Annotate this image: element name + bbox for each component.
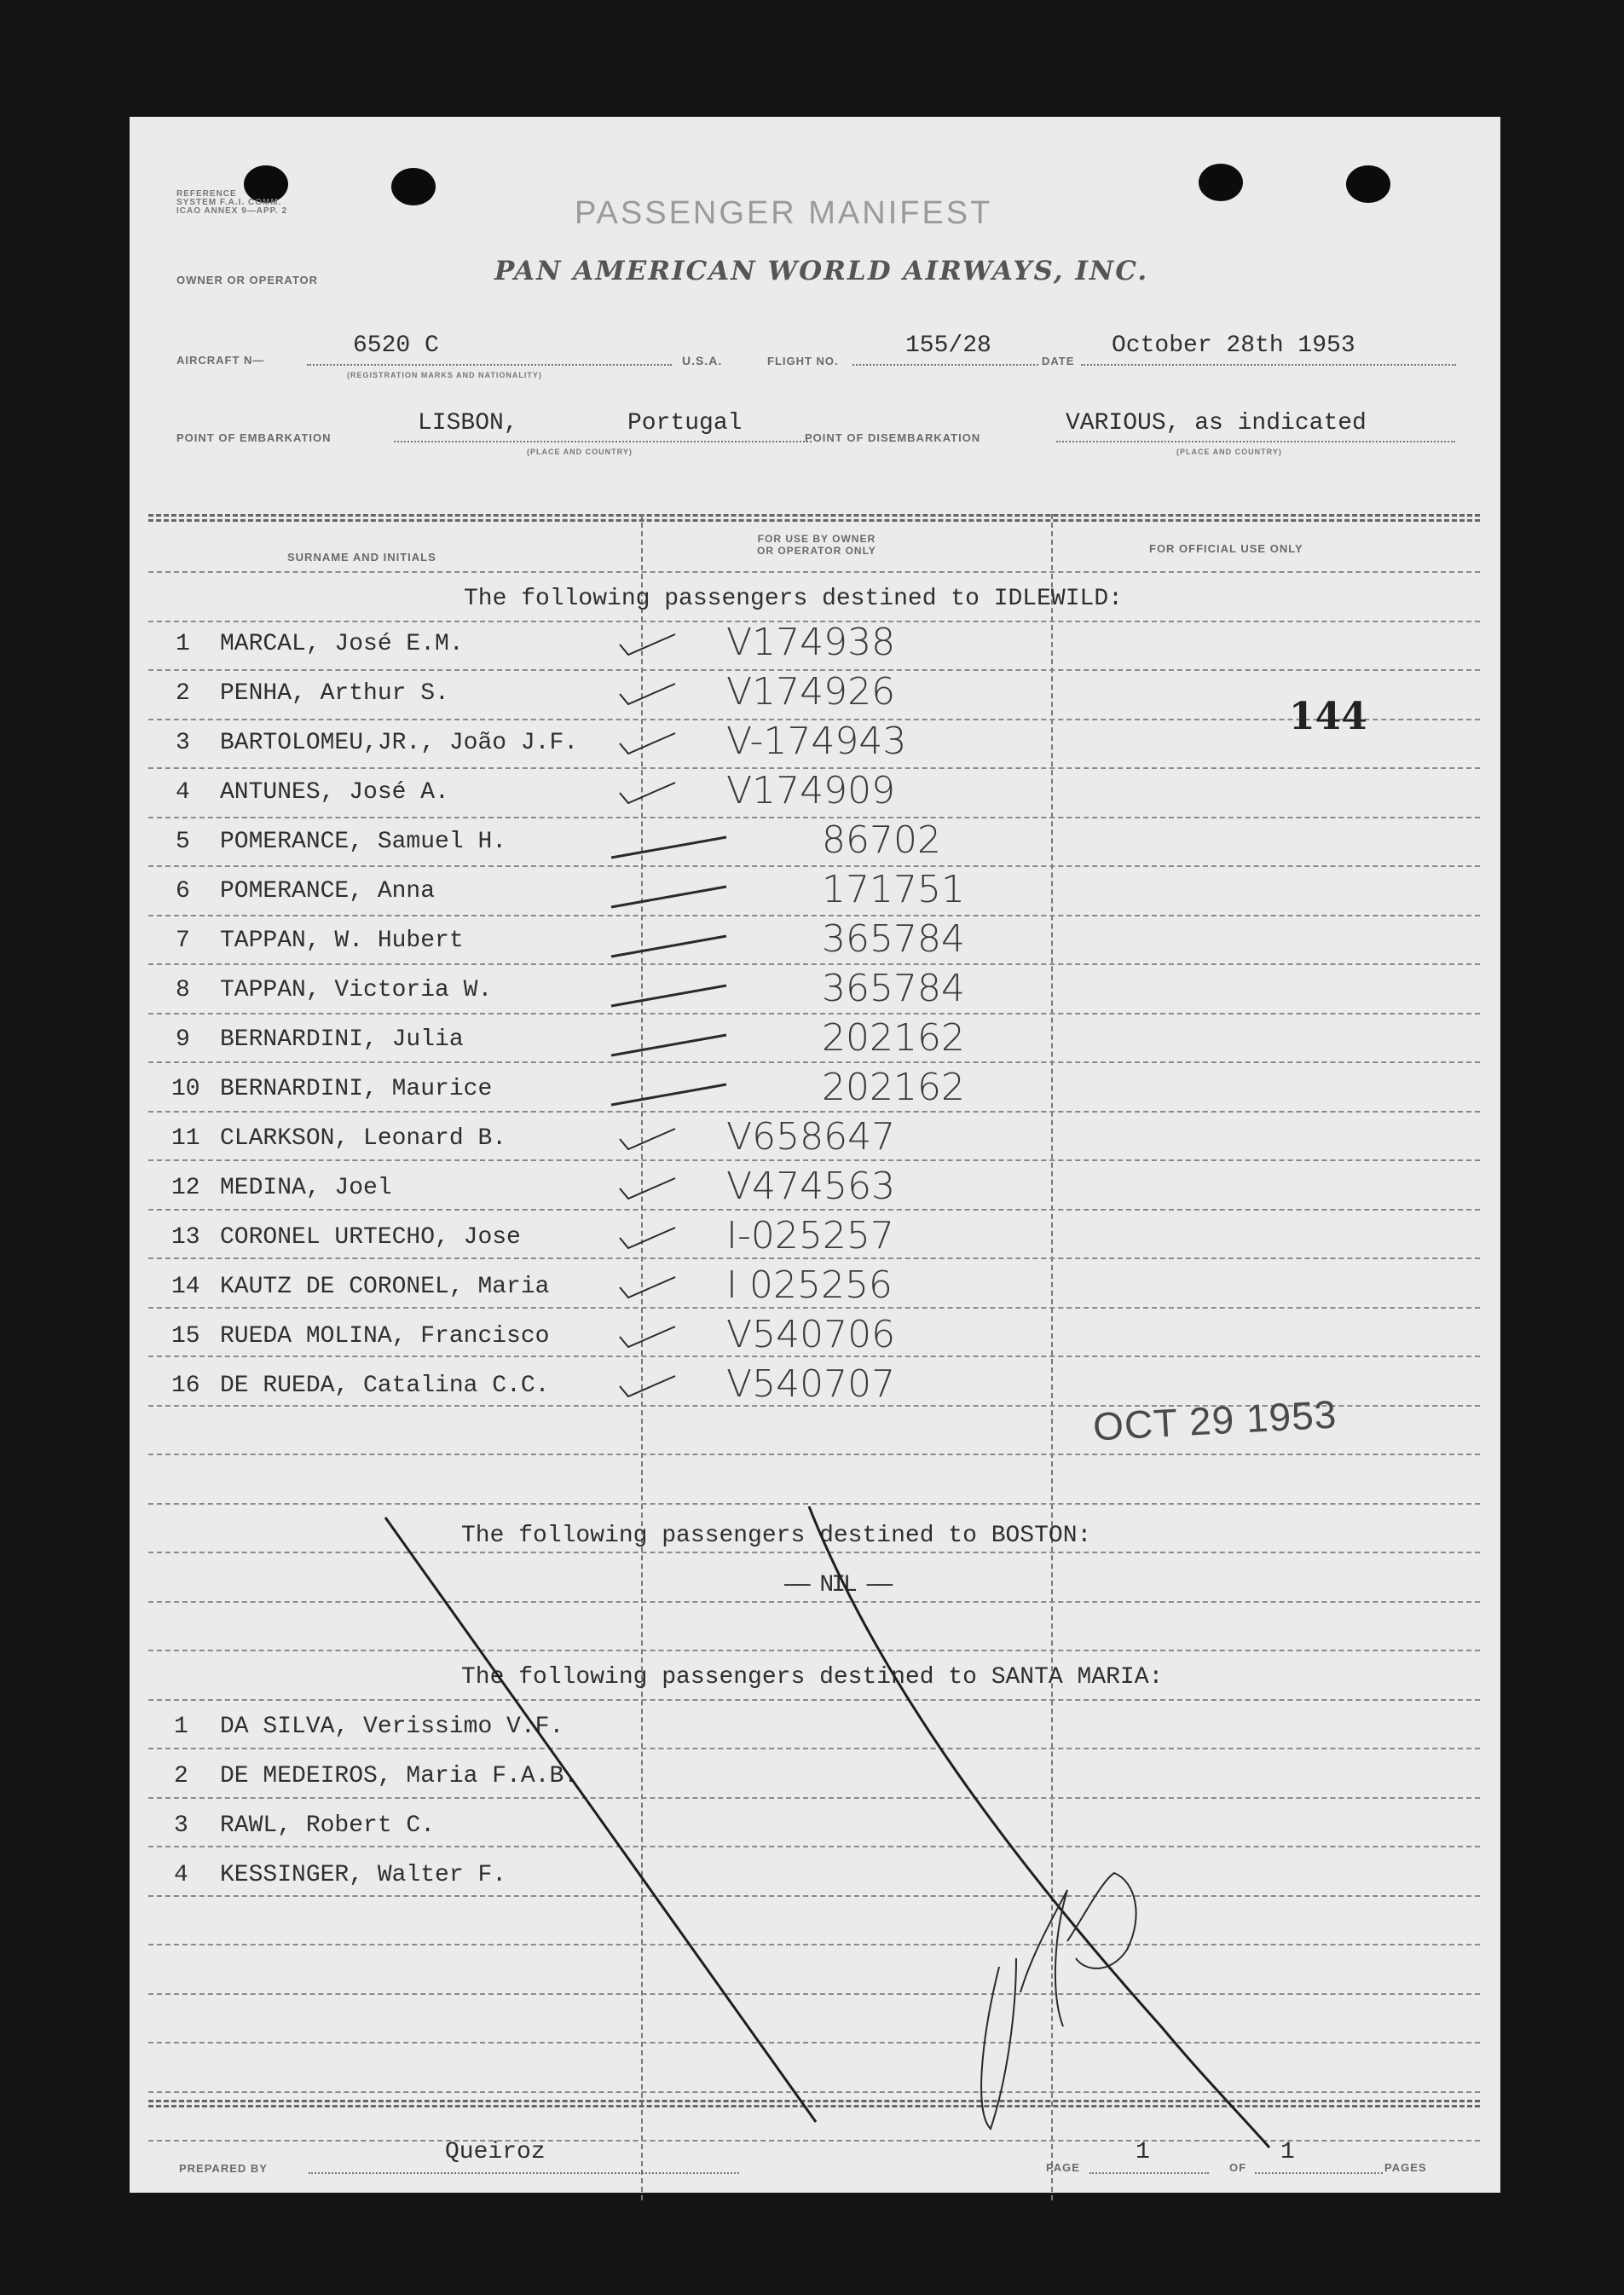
passenger-name: DE MEDEIROS, Maria F.A.B.	[220, 1763, 579, 1789]
passenger-number: 2	[176, 680, 190, 707]
passenger-number: 13	[171, 1224, 200, 1251]
passenger-document-code: I 025256	[726, 1263, 893, 1307]
date-value: October 28th 1953	[1112, 332, 1355, 359]
passenger-name: DA SILVA, Verissimo V.F.	[220, 1714, 564, 1740]
passenger-name: ANTUNES, José A.	[220, 779, 449, 806]
passenger-document-code: 86702	[822, 818, 941, 862]
col-header-surname: SURNAME AND INITIALS	[287, 551, 436, 564]
initials-signature	[981, 1873, 1136, 2129]
passenger-number: 1	[176, 631, 190, 657]
passenger-number: 14	[171, 1274, 200, 1300]
tally-mark	[620, 1178, 675, 1199]
passenger-number: 7	[176, 928, 190, 954]
prepared-value: Queiroz	[445, 2139, 546, 2165]
passenger-document-code: V-174943	[726, 720, 907, 763]
tally-mark	[611, 986, 726, 1006]
airline-name: PAN AMERICAN WORLD AIRWAYS, INC.	[494, 256, 1149, 286]
disembark-label: POINT OF DISEMBARKATION	[805, 431, 981, 444]
passenger-document-code: V174926	[726, 670, 896, 714]
of-label: OF	[1229, 2161, 1247, 2174]
embark-caption: (PLACE AND COUNTRY)	[527, 448, 633, 456]
tally-mark	[620, 684, 675, 704]
tally-mark	[611, 1084, 726, 1105]
registration-caption: (REGISTRATION MARKS AND NATIONALITY)	[347, 371, 542, 379]
count-stamp: 144	[1289, 695, 1367, 738]
tally-mark	[620, 1228, 675, 1248]
passenger-name: KESSINGER, Walter F.	[220, 1862, 507, 1888]
passenger-document-code: V540706	[726, 1313, 896, 1356]
owner-label: OWNER OR OPERATOR	[176, 274, 319, 286]
passenger-number: 1	[174, 1714, 188, 1740]
passenger-document-code: V658647	[726, 1115, 896, 1159]
passenger-number: 6	[176, 878, 190, 905]
disembark-value: VARIOUS, as indicated	[1066, 410, 1367, 436]
passenger-document-code: 202162	[822, 1016, 965, 1060]
passenger-document-code: I-025257	[726, 1214, 894, 1257]
form-reference: REFERENCE SYSTEM F.A.I. COMM. ICAO ANNEX 9—APP. 2	[176, 189, 288, 216]
passenger-document-code: 365784	[822, 967, 965, 1010]
passenger-number: 4	[174, 1862, 188, 1888]
tally-mark	[620, 1129, 675, 1149]
tally-mark	[611, 837, 726, 858]
passenger-name: MARCAL, José E.M.	[220, 631, 464, 657]
passenger-number: 16	[171, 1373, 200, 1399]
disembark-caption: (PLACE AND COUNTRY)	[1176, 448, 1282, 456]
passenger-document-code: V174938	[726, 621, 896, 664]
passenger-number: 4	[176, 779, 190, 806]
section-santa-maria: The following passengers destined to SANTA MARIA:	[461, 1664, 1164, 1691]
embark-label: POINT OF EMBARKATION	[176, 431, 332, 444]
passenger-name: MEDINA, Joel	[220, 1175, 392, 1201]
flight-value: 155/28	[905, 332, 991, 359]
passenger-document-code: 171751	[822, 868, 965, 911]
of-value: 1	[1280, 2139, 1295, 2165]
passenger-number: 2	[174, 1763, 188, 1789]
passenger-number: 10	[171, 1076, 200, 1102]
passenger-name: BERNARDINI, Maurice	[220, 1076, 493, 1102]
date-label: DATE	[1042, 355, 1075, 367]
passenger-number: 12	[171, 1175, 200, 1201]
received-date-stamp: OCT 29 1953	[1091, 1391, 1338, 1449]
pen-marks	[130, 117, 1500, 2193]
form-title: PASSENGER MANIFEST	[575, 195, 993, 231]
page-value: 1	[1136, 2139, 1150, 2165]
passenger-document-code: V540707	[726, 1362, 896, 1406]
section-idlewild: The following passengers destined to IDLEWILD:	[464, 586, 1123, 612]
tally-mark	[611, 936, 726, 957]
passenger-name: CORONEL URTECHO, Jose	[220, 1224, 521, 1251]
passenger-name: POMERANCE, Anna	[220, 878, 436, 905]
passenger-name: PENHA, Arthur S.	[220, 680, 449, 707]
tally-mark	[620, 783, 675, 803]
col-header-owner: FOR USE BY OWNER OR OPERATOR ONLY	[757, 533, 876, 557]
strike-line-1	[385, 1517, 816, 2122]
passenger-number: 3	[176, 730, 190, 756]
passenger-name: BARTOLOMEU,JR., João J.F.	[220, 730, 579, 756]
passenger-name: TAPPAN, W. Hubert	[220, 928, 464, 954]
passenger-number: 8	[176, 977, 190, 1003]
passenger-number: 11	[171, 1125, 200, 1152]
passenger-number: 15	[171, 1323, 200, 1350]
passenger-number: 9	[176, 1026, 190, 1053]
manifest-sheet	[130, 117, 1500, 2193]
tally-mark	[620, 1376, 675, 1396]
page-label: PAGE	[1046, 2161, 1080, 2174]
passenger-document-code: V174909	[726, 769, 896, 812]
passenger-name: RAWL, Robert C.	[220, 1812, 436, 1839]
passenger-name: KAUTZ DE CORONEL, Maria	[220, 1274, 550, 1300]
boston-none: —— NIL ——	[784, 1572, 891, 1598]
tally-mark	[611, 1035, 726, 1055]
embark-city: LISBON,	[418, 410, 518, 436]
passenger-document-code: V474563	[726, 1165, 896, 1208]
passenger-document-code: 202162	[822, 1066, 965, 1109]
tally-mark	[620, 634, 675, 655]
flight-label: FLIGHT NO.	[767, 355, 839, 367]
pages-label: PAGES	[1384, 2161, 1427, 2174]
tally-mark	[620, 1327, 675, 1347]
aircraft-label: AIRCRAFT N—	[176, 354, 265, 367]
passenger-name: TAPPAN, Victoria W.	[220, 977, 493, 1003]
tally-mark	[611, 887, 726, 907]
passenger-name: DE RUEDA, Catalina C.C.	[220, 1373, 550, 1399]
passenger-document-code: 365784	[822, 917, 965, 961]
prepared-label: PREPARED BY	[179, 2162, 268, 2175]
passenger-name: CLARKSON, Leonard B.	[220, 1125, 507, 1152]
passenger-name: RUEDA MOLINA, Francisco	[220, 1323, 550, 1350]
strike-line-2	[809, 1506, 1269, 2148]
usa-label: U.S.A.	[682, 354, 723, 367]
section-boston: The following passengers destined to BOSTON:	[461, 1523, 1092, 1549]
tally-mark	[620, 733, 675, 754]
tally-mark	[620, 1277, 675, 1298]
embark-country: Portugal	[627, 410, 743, 436]
col-header-official: FOR OFFICIAL USE ONLY	[1149, 542, 1303, 555]
passenger-number: 5	[176, 829, 190, 855]
aircraft-value: 6520 C	[353, 332, 439, 359]
passenger-name: POMERANCE, Samuel H.	[220, 829, 507, 855]
passenger-name: BERNARDINI, Julia	[220, 1026, 464, 1053]
passenger-number: 3	[174, 1812, 188, 1839]
